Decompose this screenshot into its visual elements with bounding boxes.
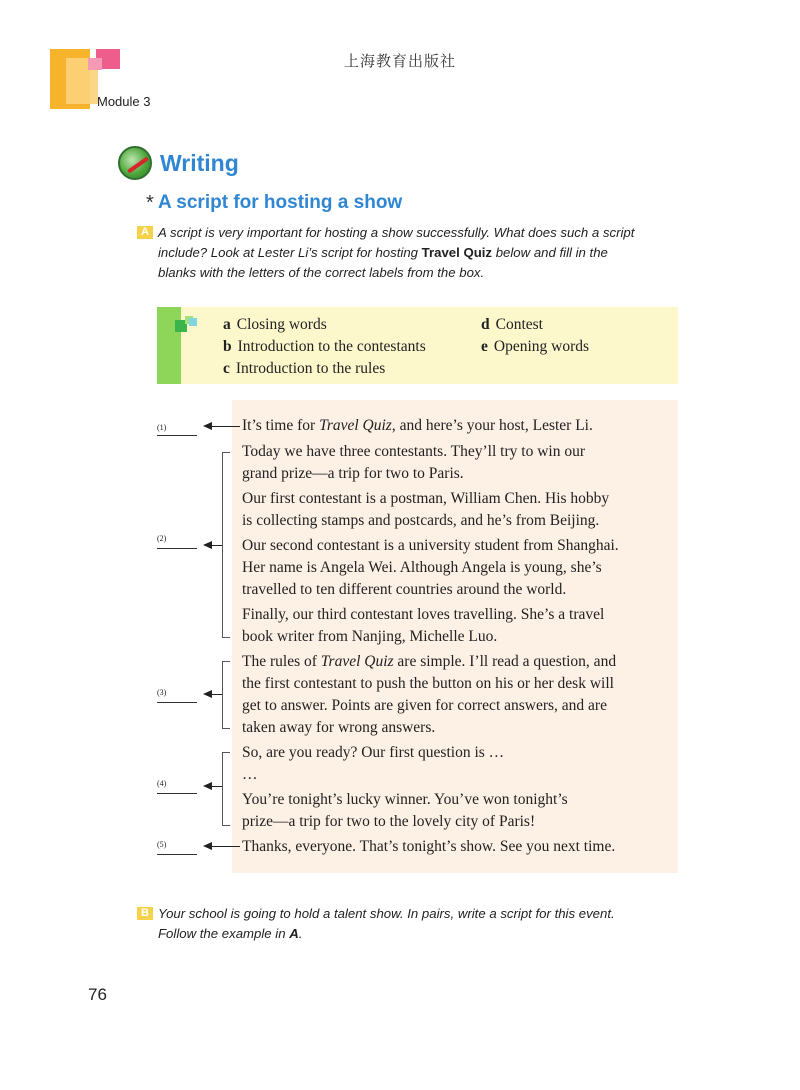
instruction-a-line1: A script is very important for hosting a show successfully. What does such a script [158, 225, 635, 240]
page-number: 76 [88, 985, 107, 1004]
bracket-3-top [222, 661, 230, 662]
instruction-b [158, 904, 698, 944]
bracket-3-bottom [222, 728, 230, 729]
bracket-2-bottom [222, 637, 230, 638]
blank-line-3[interactable] [157, 702, 197, 703]
bracket-2 [222, 452, 223, 637]
script-line-5: is collecting stamps and postcards, and he’s from Beijing. [242, 512, 600, 529]
instruction-b-line2: Follow the example in A. [158, 926, 303, 941]
arrow-5-line [210, 846, 240, 847]
arrow-4-line [210, 786, 222, 787]
script-line-2: Today we have three contestants. They’ll try to win our [242, 443, 585, 460]
bracket-4-bottom [222, 825, 230, 826]
bracket-4 [222, 752, 223, 825]
writing-icon [118, 146, 152, 180]
instruction-a [158, 223, 688, 283]
script-line-15: So, are you ready? Our first question is … [242, 744, 505, 761]
publisher-name: 上海教育出版社 [343, 52, 456, 70]
label-c: c Introduction to the rules [223, 360, 386, 377]
badge-a: A [137, 226, 153, 239]
subtitle: A script for hosting a show [158, 192, 403, 213]
script-line-9: Finally, our third contestant loves travelling. She’s a travel [242, 606, 605, 623]
arrow-3-line [210, 694, 222, 695]
label-e: e Opening words [481, 338, 590, 355]
script-line-13: get to answer. Points are given for correct answers, and are [242, 697, 607, 714]
label-d: d Contest [481, 316, 543, 333]
bracket-4-top [222, 752, 230, 753]
script-line-1: It’s time for Travel Quiz, and here’s your host, Lester Li. [242, 417, 593, 434]
script-line-8: travelled to ten different countries around the world. [242, 581, 567, 598]
script-line-17: You’re tonight’s lucky winner. You’ve won tonight’s [242, 791, 568, 808]
script-line-3: grand prize—a trip for two to Paris. [242, 465, 464, 482]
script-line-18: prize—a trip for two to the lovely city of Paris! [242, 813, 536, 830]
section-title: Writing [160, 150, 239, 176]
script-line-10: book writer from Nanjing, Michelle Luo. [242, 628, 498, 645]
label-box [157, 307, 678, 384]
script-line-6: Our second contestant is a university student from Shanghai. [242, 537, 619, 554]
blank-line-5[interactable] [157, 854, 197, 855]
arrow-2-line [210, 545, 222, 546]
label-b: b Introduction to the contestants [223, 338, 426, 355]
label-box-deco-3 [189, 318, 197, 326]
script-line-19: Thanks, everyone. That’s tonight’s show. See you next time. [242, 838, 616, 855]
label-box-bar [157, 307, 181, 384]
script-line-12: the first contestant to push the button on his or her desk will [242, 675, 614, 692]
script-line-14: taken away for wrong answers. [242, 719, 436, 736]
blank-line-4[interactable] [157, 793, 197, 794]
instruction-a-line3: blanks with the letters of the correct labels from the box. [158, 265, 485, 280]
blank-number-1: (1) [157, 423, 167, 432]
blank-line-1[interactable] [157, 435, 197, 436]
star-mark: * [146, 192, 154, 214]
blank-number-5: (5) [157, 840, 167, 849]
script-line-16: … [242, 766, 258, 783]
module-label: Module 3 [97, 94, 151, 109]
bracket-3 [222, 661, 223, 728]
badge-b: B [137, 907, 153, 920]
script-line-4: Our first contestant is a postman, William Chen. His hobby [242, 490, 610, 507]
script-line-11: The rules of Travel Quiz are simple. I’ll read a question, and [242, 653, 617, 670]
arrow-1-line [210, 426, 240, 427]
instruction-a-line2: include? Look at Lester Li’s script for hosting Travel Quiz below and fill in the [158, 245, 608, 260]
blank-number-4: (4) [157, 779, 167, 788]
instruction-b-line1: Your school is going to hold a talent show. In pairs, write a script for this event. [158, 906, 615, 921]
blank-line-2[interactable] [157, 548, 197, 549]
bracket-2-top [222, 452, 230, 453]
blank-number-3: (3) [157, 688, 167, 697]
label-a: a Closing words [223, 316, 327, 333]
script-line-7: Her name is Angela Wei. Although Angela is young, she’s [242, 559, 602, 576]
blank-number-2: (2) [157, 534, 167, 543]
